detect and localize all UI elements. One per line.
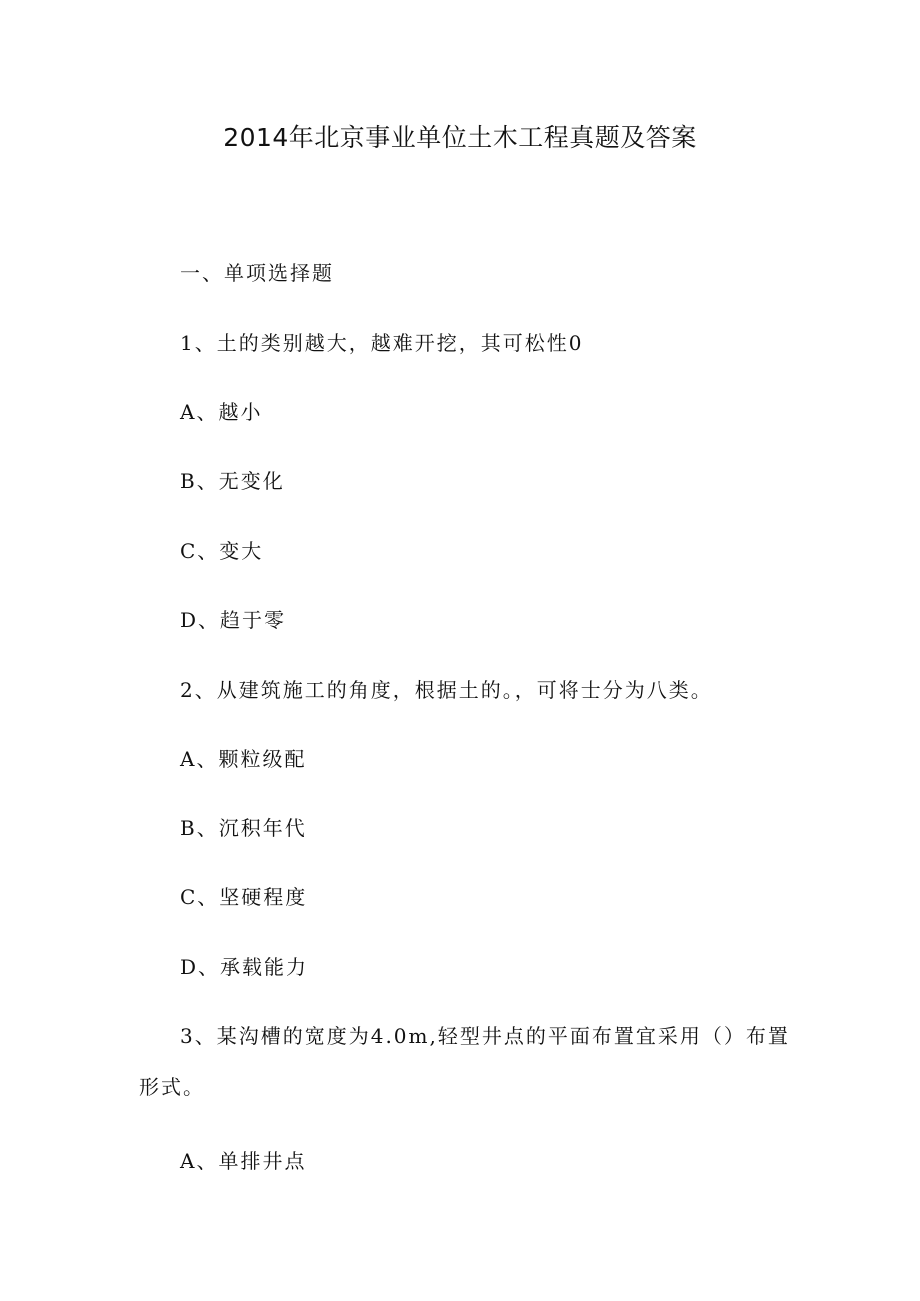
question-2-option-d: D、承载能力 (180, 955, 309, 979)
question-3-stem-line-2: 形式。 (139, 1075, 205, 1099)
question-1-option-c: C、变大 (180, 539, 264, 563)
question-2-option-b: B、沉积年代 (180, 816, 307, 840)
question-1-option-b: B、无变化 (180, 469, 285, 493)
question-1-option-a: A、越小 (180, 400, 263, 424)
document-title: 2014年北京事业单位土木工程真题及答案 (223, 123, 697, 152)
question-1-option-d: D、趋于零 (180, 608, 287, 632)
question-3-stem-line-1: 3、某沟槽的宽度为4.0m,轻型井点的平面布置宜采用（）布置 (180, 1024, 790, 1048)
section-heading: 一、单项选择题 (180, 261, 334, 285)
question-2-option-c: C、坚硬程度 (180, 885, 308, 909)
question-2-stem: 2、从建筑施工的角度，根据土的。，可将士分为八类。 (180, 678, 713, 702)
question-3-option-a: A、单排井点 (180, 1149, 307, 1173)
question-1-stem: 1、土的类别越大，越难开挖，其可松性0 (180, 331, 584, 355)
question-2-option-a: A、颗粒级配 (180, 747, 307, 771)
